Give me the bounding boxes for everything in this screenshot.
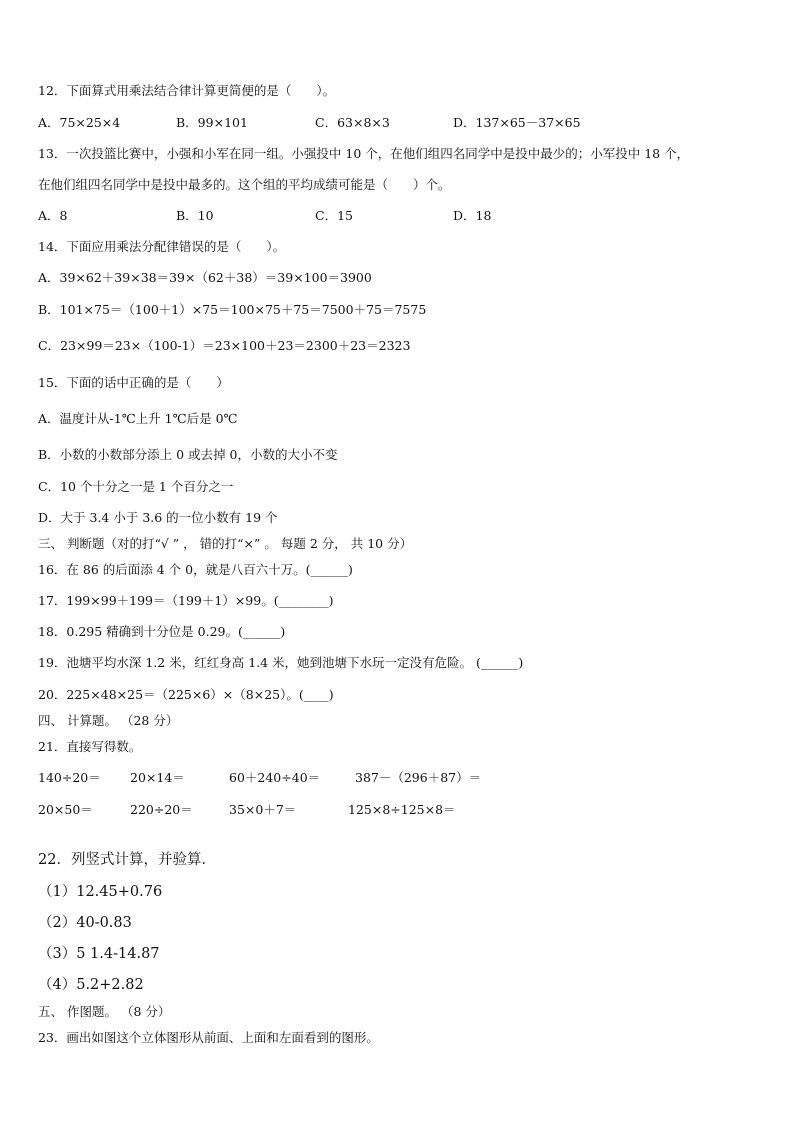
q18: 18．0.295 精确到十分位是 0.29。(______) (38, 624, 286, 639)
q12-stem: 12．下面算式用乘法结合律计算更简便的是（ ）。 (38, 83, 336, 98)
q12-option-d: D．137×65－37×65 (453, 115, 581, 130)
q15-option-a: A．温度计从-1℃上升 1℃后是 0℃ (38, 411, 238, 426)
calc-item: 35×0＋7＝ (229, 802, 297, 817)
calc-item: 140÷20＝ (38, 770, 101, 785)
calc-item: 125×8÷125×8＝ (348, 802, 456, 817)
q15-option-b: B．小数的小数部分添上 0 或去掉 0，小数的大小不变 (38, 447, 338, 462)
q23-stem: 23．画出如图这个立体图形从前面、上面和左面看到的图形。 (38, 1030, 379, 1045)
q15-option-d: D．大于 3.4 小于 3.6 的一位小数有 19 个 (38, 510, 278, 525)
calc-item: 387－（296＋87）＝ (355, 770, 482, 785)
q13-option-d: D．18 (453, 208, 492, 223)
q14-option-c: C．23×99＝23×（100-1）＝23×100＋23＝2300＋23＝2323 (38, 338, 411, 353)
q21-stem: 21．直接写得数。 (38, 739, 142, 754)
q15-stem: 15．下面的话中正确的是（ ） (38, 375, 229, 390)
q15-option-c: C．10 个十分之一是 1 个百分之一 (38, 479, 234, 494)
q12-option-a: A．75×25×4 (38, 115, 121, 130)
q17: 17．199×99＋199＝（199＋1）×99。(________) (38, 593, 334, 608)
calc-item: 60＋240÷40＝ (229, 770, 321, 785)
calc-item: 20×50＝ (38, 802, 93, 817)
q14-option-b: B．101×75＝（100＋1）×75＝100×75＋75＝7500＋75＝7575 (38, 302, 427, 317)
q13-option-b: B．10 (176, 208, 214, 223)
q22-item-4: （4）5.2+2.82 (38, 977, 144, 993)
q12-option-c: C．63×8×3 (315, 115, 390, 130)
section3-heading: 三、 判断题（对的打“√ ” ， 错的打“×” 。 每题 2 分， 共 10 分） (38, 536, 413, 551)
calc-item: 220÷20＝ (130, 802, 193, 817)
q13-option-c: C．15 (315, 208, 353, 223)
q22-item-3: （3）5 1.4-14.87 (38, 946, 160, 962)
q20: 20．225×48×25＝（225×6）×（8×25）。(____) (38, 687, 334, 702)
q14-stem: 14．下面应用乘法分配律错误的是（ ）。 (38, 239, 286, 254)
q14-option-a: A．39×62＋39×38＝39×（62＋38）＝39×100＝3900 (38, 270, 372, 285)
q13-stem-line1: 13．一次投篮比赛中，小强和小军在同一组。小强投中 10 个，在他们组四名同学中是投中最少的；小军投中 18 个， (38, 146, 690, 161)
calc-item: 20×14＝ (130, 770, 185, 785)
q22-stem: 22．列竖式计算，并验算． (38, 852, 216, 868)
q12-option-b: B．99×101 (176, 115, 248, 130)
q22-item-1: （1）12.45+0.76 (38, 884, 163, 900)
q22-item-2: （2）40-0.83 (38, 915, 132, 931)
section4-heading: 四、 计算题。 （28 分） (38, 713, 179, 728)
q13-option-a: A．8 (38, 208, 68, 223)
q16: 16．在 86 的后面添 4 个 0，就是八百六十万。(______) (38, 562, 353, 577)
q13-stem-line2: 在他们组四名同学中是投中最多的。这个组的平均成绩可能是（ ）个。 (38, 177, 451, 192)
q19: 19．池塘平均水深 1.2 米，红红身高 1.4 米，她到池塘下水玩一定没有危险。 (______) (38, 655, 524, 670)
section5-heading: 五、 作图题。 （8 分） (38, 1004, 171, 1019)
